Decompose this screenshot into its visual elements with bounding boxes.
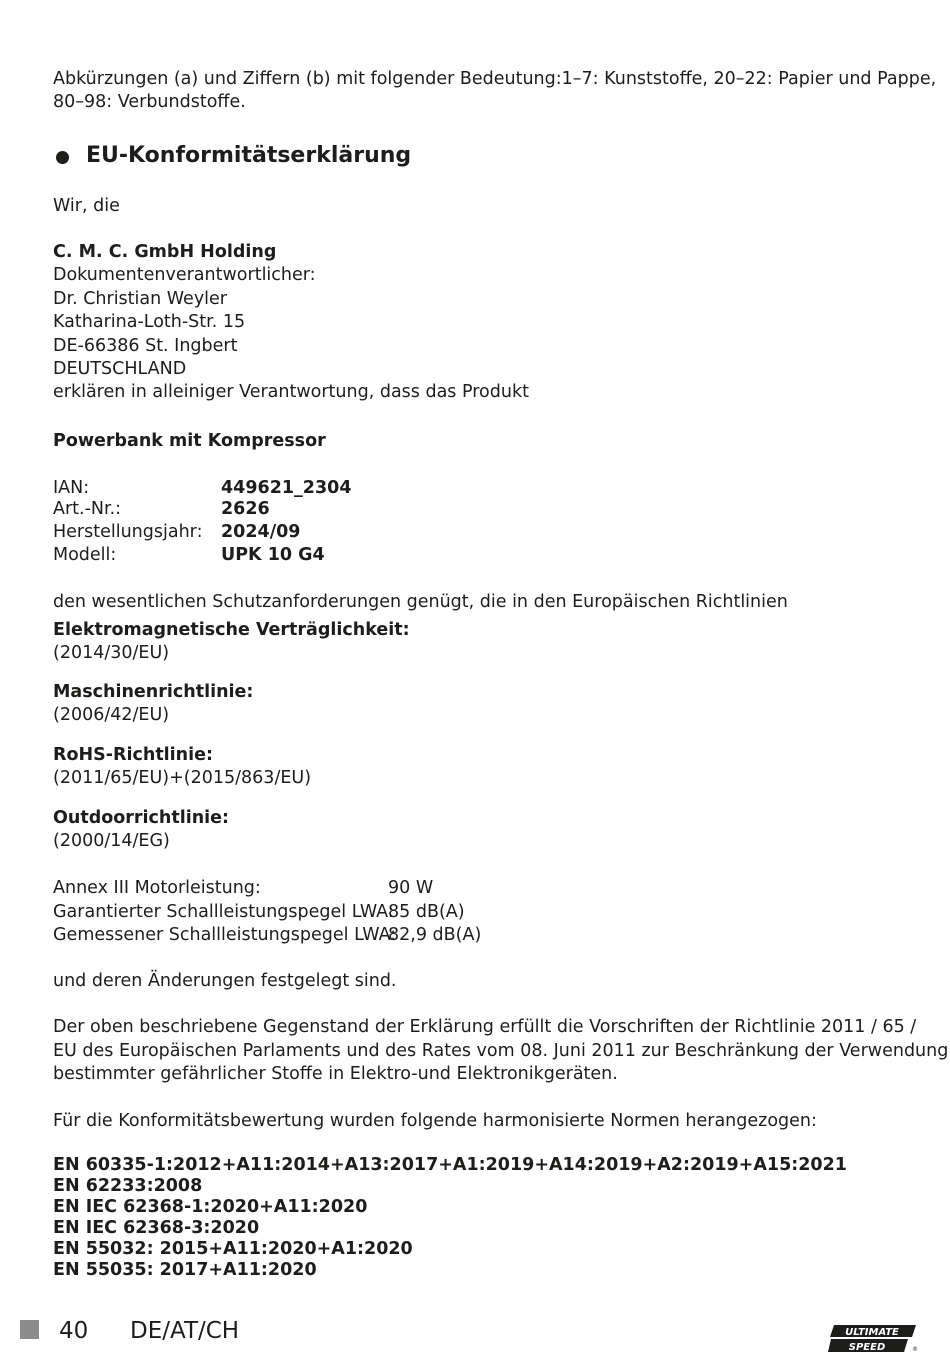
logo-text-bottom: SPEED (848, 1342, 886, 1353)
company-name: C. M. C. GmbH Holding (53, 242, 277, 262)
changes-text: und deren Änderungen festgelegt sind. (53, 971, 397, 991)
standard-item: EN IEC 62368-3:2020 (53, 1218, 260, 1238)
rohs-line-3: bestimmter gefährlicher Stoffe in Elektro-und Elektronikgeräten. (53, 1064, 618, 1084)
directive-ref: (2006/42/EU) (53, 705, 170, 725)
section-title: EU-Konformitätserklärung (86, 143, 412, 168)
spec-row (53, 498, 653, 521)
standard-item: EN 55035: 2017+A11:2020 (53, 1260, 317, 1280)
directive-ref: (2011/65/EU)+(2015/863/EU) (53, 768, 312, 788)
standard-item: EN 62233:2008 (53, 1176, 203, 1196)
company-person: Dr. Christian Weyler (53, 289, 228, 309)
annex-label: Gemessener Schallleistungspegel LWA: (53, 925, 397, 945)
spec-label: Herstellungsjahr: (53, 522, 203, 542)
intro-line-2: 80–98: Verbundstoffe. (53, 92, 246, 112)
requirements-text: den wesentlichen Schutzanforderungen genügt, die in den Europäischen Richtlinien (53, 592, 788, 612)
footer-square-icon (20, 1320, 39, 1339)
region-label: DE/AT/CH (130, 1318, 240, 1344)
directive-ref: (2014/30/EU) (53, 643, 170, 663)
standard-item: EN IEC 62368-1:2020+A11:2020 (53, 1197, 368, 1217)
company-country: DEUTSCHLAND (53, 359, 187, 379)
product-name: Powerbank mit Kompressor (53, 431, 326, 451)
spec-row (53, 544, 653, 567)
company-role: Dokumentenverantwortlicher: (53, 265, 316, 285)
directive-title: Outdoorrichtlinie: (53, 808, 230, 828)
annex-label: Garantierter Schallleistungspegel LWA: (53, 902, 394, 922)
annex-value: 82,9 dB(A) (388, 925, 482, 945)
intro-line-1: Abkürzungen (a) und Ziffern (b) mit folgender Bedeutung:1–7: Kunststoffe, 20–22: Papier und Pappe, (53, 69, 937, 89)
rohs-line-1: Der oben beschriebene Gegenstand der Erklärung erfüllt die Vorschriften der Richtlinie 2011 / 65 / (53, 1017, 917, 1037)
directive-title: Elektromagnetische Verträglichkeit: (53, 620, 410, 640)
ultimate-speed-logo (828, 1324, 916, 1354)
page-number: 40 (59, 1318, 89, 1344)
rohs-line-2: EU des Europäischen Parlaments und des Rates vom 08. Juni 2011 zur Beschränkung der Verwendung (53, 1041, 949, 1061)
spec-label: Art.-Nr.: (53, 499, 122, 519)
annex-value: 90 W (388, 878, 434, 898)
directive-ref: (2000/14/EG) (53, 831, 170, 851)
spec-row (53, 477, 653, 500)
standards-intro: Für die Konformitätsbewertung wurden folgende harmonisierte Normen herangezogen: (53, 1111, 817, 1131)
company-street: Katharina-Loth-Str. 15 (53, 312, 246, 332)
standard-item: EN 60335-1:2012+A11:2014+A13:2017+A1:2019+A14:2019+A2:2019+A15:2021 (53, 1155, 847, 1175)
annex-row (53, 901, 653, 924)
spec-label: IAN: (53, 478, 90, 498)
annex-value: 85 dB(A) (388, 902, 465, 922)
annex-row (53, 924, 653, 947)
directive-title: Maschinenrichtlinie: (53, 682, 254, 702)
annex-row (53, 877, 653, 900)
bullet-icon (56, 151, 69, 164)
spec-label: Modell: (53, 545, 117, 565)
standard-item: EN 55032: 2015+A11:2020+A1:2020 (53, 1239, 413, 1259)
logo-text-top: ULTIMATE (845, 1327, 899, 1338)
spec-value: 2626 (221, 499, 270, 519)
we-text: Wir, die (53, 196, 120, 216)
company-city: DE-66386 St. Ingbert (53, 336, 238, 356)
logo-registered-mark: ® (912, 1346, 918, 1353)
declaration-text: erklären in alleiniger Verantwortung, dass das Produkt (53, 382, 529, 402)
directive-title: RoHS-Richtlinie: (53, 745, 214, 765)
spec-row (53, 521, 653, 544)
spec-value: 449621_2304 (221, 478, 352, 498)
spec-value: 2024/09 (221, 522, 301, 542)
annex-label: Annex III Motorleistung: (53, 878, 261, 898)
spec-value: UPK 10 G4 (221, 545, 325, 565)
